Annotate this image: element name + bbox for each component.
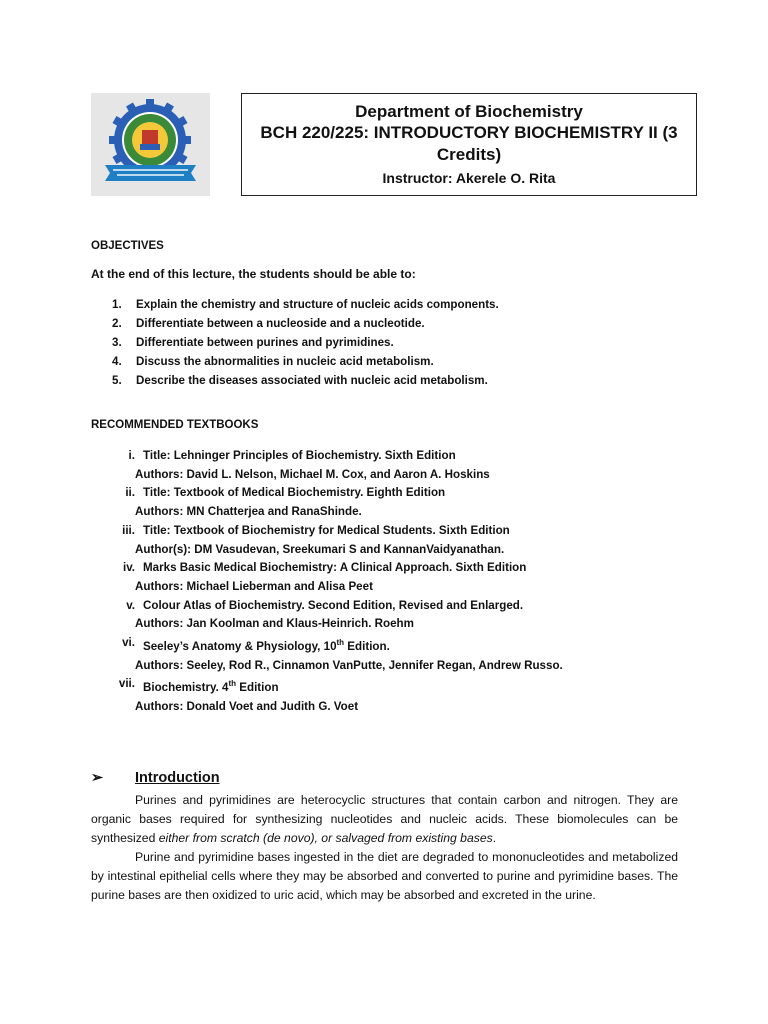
- objectives-intro: At the end of this lecture, the students should be able to:: [91, 267, 416, 281]
- textbooks-heading: RECOMMENDED TEXTBOOKS: [91, 419, 259, 431]
- list-item: iii. Title: Textbook of Biochemistry for Medical Students. Sixth Edition Author(s): DM Vasudevan, Sreekumari S and KannanVaidyanathan.: [122, 523, 510, 556]
- list-item: vii. Biochemistry. 4th Edition Authors: Donald Voet and Judith G. Voet: [118, 677, 359, 713]
- list-item: 4. Discuss the abnormalities in nucleic acid metabolism.: [112, 355, 434, 368]
- course-header: [241, 93, 697, 196]
- paragraph: Purine and pyrimidine bases ingested in the diet are degraded to mononucleotides and metabolized by intestinal epithelial cells where they may be absorbed and converted to purine and pyrimidine bases. The purine bases are then oxidized to uric acid, which may be absorbed and excreted in the urine.: [91, 850, 678, 902]
- department-title: Department of Biochemistry: [355, 102, 583, 121]
- list-item: i. Title: Lehninger Principles of Biochemistry. Sixth Edition Authors: David L. Nelson, Michael M. Cox, and Aaron A. Hoskins: [128, 449, 490, 481]
- list-item: iv. Marks Basic Medical Biochemistry: A Clinical Approach. Sixth Edition Authors: Michael Lieberman and Alisa Peet: [122, 561, 527, 593]
- arrow-bullet-icon: ➢: [91, 770, 104, 786]
- list-item: 5. Describe the diseases associated with nucleic acid metabolism.: [112, 374, 488, 387]
- university-logo: [91, 93, 210, 196]
- university-seal-icon: [91, 93, 210, 196]
- introduction-body: [91, 791, 678, 905]
- introduction-heading: ➢ Introduction: [91, 770, 220, 786]
- list-item: 1. Explain the chemistry and structure of nucleic acids components.: [112, 298, 499, 311]
- textbooks-list: [100, 447, 563, 717]
- list-item: vi. Seeley’s Anatomy & Physiology, 10th Edition. Authors: Seeley, Rod R., Cinnamon VanPutte, Jennifer Regan, Andrew Russo.: [122, 636, 563, 672]
- objectives-list: [112, 295, 499, 390]
- list-item: 2. Differentiate between a nucleoside and a nucleotide.: [112, 317, 425, 330]
- list-item: v. Colour Atlas of Biochemistry. Second Edition, Revised and Enlarged. Authors: Jan Koolman and Klaus-Heinrich. Roehm: [126, 598, 524, 631]
- instructor-name: Instructor: Akerele O. Rita: [382, 170, 556, 186]
- list-item: ii. Title: Textbook of Medical Biochemistry. Eighth Edition Authors: MN Chatterjea and RanaShinde.: [125, 486, 446, 519]
- list-item: 3. Differentiate between purines and pyrimidines.: [112, 336, 394, 349]
- course-title: BCH 220/225: INTRODUCTORY BIOCHEMISTRY II (3 Credits): [260, 123, 678, 164]
- objectives-heading: OBJECTIVES: [91, 240, 164, 252]
- paragraph: Purines and pyrimidines are heterocyclic structures that contain carbon and nitrogen. They are organic bases required for synthesizing nucleotides and nucleic acids. These biomolecules can be synthesized either from scratch (de novo), or salvaged from existing bases.: [91, 793, 678, 845]
